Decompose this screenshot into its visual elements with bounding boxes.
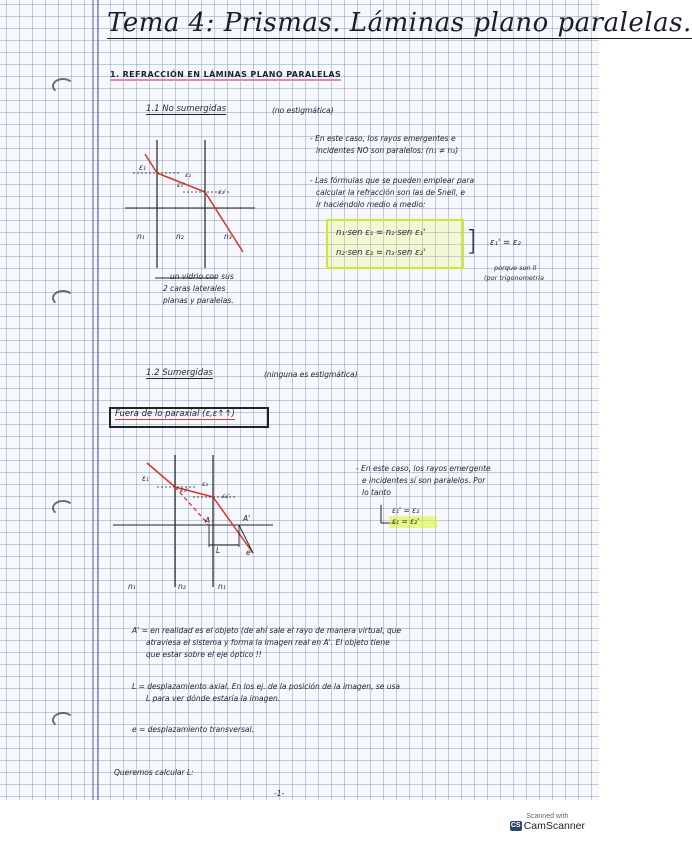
scanner-caption: Scanned with — [526, 813, 569, 820]
subsection-label-1-2: 1.2 Sumergidas — [146, 368, 213, 378]
slab-diagram-2 — [113, 455, 283, 595]
scanner-watermark — [510, 813, 585, 832]
subsection-label-1-1: 1.1 No sumergidas — [146, 104, 227, 114]
fig2-label-n1-right: n₁ — [218, 582, 226, 591]
fig2-label-e: e — [246, 548, 251, 557]
section-heading: 1. REFRACCIÓN EN LÁMINAS PLANO PARALELAS — [110, 70, 342, 79]
formula-box — [326, 219, 464, 269]
subsection-note-1-2: (ninguna es estigmática) — [264, 370, 358, 379]
bullet-2-line-1: - Las fórmulas que se pueden emplear para — [310, 176, 475, 185]
bullet-3-line-3: lo tanto — [362, 488, 391, 497]
fig1-caption-2: 2 caras laterales — [163, 284, 226, 293]
binder-ring — [52, 500, 74, 516]
paraxial-label: Fuera de lo paraxial (ε,ε↑↑) — [115, 409, 235, 419]
camscanner-logo-icon: CS — [510, 822, 521, 829]
relation-note-1: porque son ll — [494, 264, 537, 272]
fig2-label-e1: ε₁ — [142, 474, 150, 483]
fig2-label-a: A — [205, 516, 211, 525]
binder-ring — [52, 78, 74, 94]
fig2-label-n1-left: n₁ — [128, 582, 136, 591]
bullet-3-line-2: e incidentes sí son paralelos. Por — [362, 476, 486, 485]
note-e: e = desplazamiento transversal. — [132, 725, 254, 734]
bullet-1-line-1: - En este caso, los rayos emergentes e — [310, 134, 456, 143]
fig1-caption-1: un vidrio con sus — [170, 272, 234, 281]
fig2-label-e2p: ε₂' — [222, 492, 230, 500]
fig1-label-n2: n₂ — [176, 232, 184, 241]
fig2-label-e1p: ε₁' — [180, 486, 188, 494]
bracket: ] — [466, 224, 477, 257]
fig2-label-l: L — [216, 546, 221, 555]
scanner-brand-name: CamScanner — [523, 820, 585, 832]
bullet-2-line-2: calcular la refracción son las de Snell, e — [316, 188, 466, 197]
binder-ring — [52, 290, 74, 306]
bullet-2-line-3: ir haciéndolo medio a medio: — [316, 200, 426, 209]
fig1-caption-3: planas y paralelas. — [163, 296, 234, 305]
note-a-prime-1: A' = en realidad es el objeto (de ahí sale el rayo de manera virtual, que — [132, 626, 402, 635]
binder-ring — [52, 712, 74, 728]
snell-formula-1: n₁·sen ε₁ = n₂·sen ε₁' — [336, 228, 426, 238]
fig1-label-n1: n₁ — [137, 232, 145, 241]
page-number: -1- — [274, 789, 285, 798]
fig1-label-e1p: ε₁' — [177, 181, 185, 189]
fig1-label-e2p: ε₂' — [218, 188, 226, 196]
note-a-prime-2: atraviesa el sistema y forma la imagen real en A'. El objeto tiene — [146, 638, 390, 647]
equation-2: ε₁ = ε₂' — [392, 517, 420, 526]
relation-note-2: (por trigonometría — [484, 274, 544, 282]
angle-relation: ε₁' = ε₂ — [490, 238, 521, 248]
fig2-label-e2: ε₂ — [202, 480, 209, 488]
bullet-1-line-2: incidentes NO son paralelos: (n₁ ≠ n₃) — [316, 146, 459, 155]
fig2-label-a-prime: A' — [243, 514, 251, 523]
margin-line — [92, 0, 94, 800]
equation-1: ε₁' = ε₂ — [392, 506, 420, 515]
note-l-1: L = desplazamiento axial. En los ej. de la posición de la imagen, se usa — [132, 682, 400, 691]
slab-diagram-1 — [125, 140, 275, 270]
note-a-prime-3: que estar sobre el eje óptico !! — [146, 650, 262, 659]
scanner-brand — [510, 820, 585, 832]
bullet-3-line-1: - En este caso, los rayos emergente — [356, 464, 491, 473]
fig2-label-n2: n₂ — [178, 582, 186, 591]
page-title: Tema 4: Prismas. Láminas plano paralelas. — [107, 8, 692, 38]
margin-line — [97, 0, 99, 800]
fig1-label-e2: ε₂ — [185, 171, 192, 179]
closing-line: Queremos calcular L: — [114, 768, 194, 777]
subsection-note-1-1: (no estigmática) — [272, 106, 334, 115]
fig1-label-e1: ε₁ — [139, 163, 147, 172]
note-l-2: L para ver dónde estaría la imagen. — [146, 694, 281, 703]
snell-formula-2: n₂·sen ε₂ = n₃·sen ε₂' — [336, 248, 426, 258]
fig1-label-n3: n₃ — [224, 232, 232, 241]
